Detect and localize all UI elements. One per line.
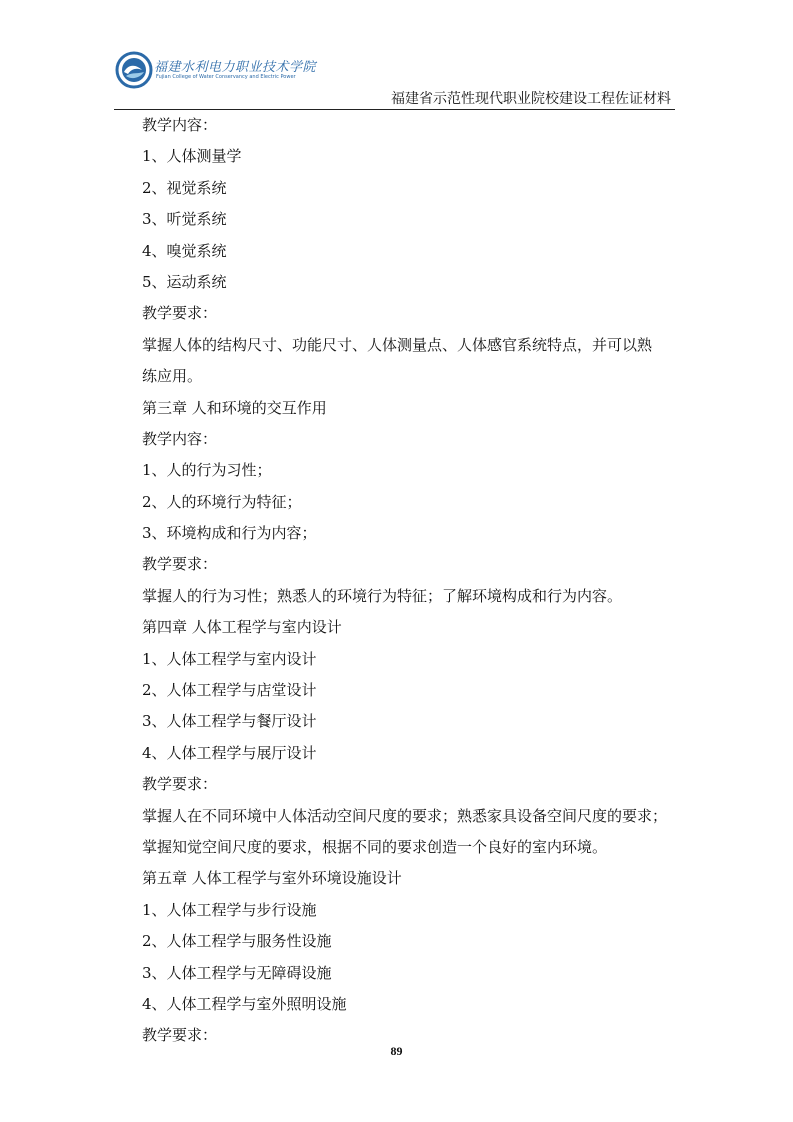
text-line: 3、人体工程学与无障碍设施 bbox=[142, 963, 332, 982]
chapter-heading: 第四章 人体工程学与室内设计 bbox=[142, 618, 342, 637]
text-line: 练应用。 bbox=[142, 367, 203, 386]
text-line: 1、人体测量学 bbox=[142, 147, 242, 166]
college-emblem-icon bbox=[114, 50, 154, 90]
text-line: 2、人的环境行为特征； bbox=[142, 492, 302, 511]
text-line: 教学要求： bbox=[142, 1026, 218, 1045]
text-line: 教学要求： bbox=[142, 775, 218, 794]
text-line: 2、视觉系统 bbox=[142, 178, 227, 197]
text-line: 掌握人在不同环境中人体活动空间尺度的要求；熟悉家具设备空间尺度的要求； bbox=[142, 806, 668, 825]
text-line: 4、嗅觉系统 bbox=[142, 241, 227, 260]
page-header bbox=[0, 0, 793, 112]
text-line: 5、运动系统 bbox=[142, 272, 227, 291]
text-line: 2、人体工程学与服务性设施 bbox=[142, 932, 332, 951]
chapter-heading: 第三章 人和环境的交互作用 bbox=[142, 398, 327, 417]
text-line: 掌握人的行为习性；熟悉人的环境行为特征；了解环境构成和行为内容。 bbox=[142, 586, 623, 605]
text-line: 掌握人体的结构尺寸、功能尺寸、人体测量点、人体感官系统特点，并可以熟 bbox=[142, 335, 653, 354]
text-line: 教学内容： bbox=[142, 429, 218, 448]
text-line: 2、人体工程学与店堂设计 bbox=[142, 681, 317, 700]
college-logo bbox=[114, 50, 317, 90]
text-line: 1、人的行为习性； bbox=[142, 461, 272, 480]
text-line: 4、人体工程学与室外照明设施 bbox=[142, 994, 347, 1013]
chapter-heading: 第五章 人体工程学与室外环境设施设计 bbox=[142, 869, 402, 888]
text-line: 1、人体工程学与室内设计 bbox=[142, 649, 317, 668]
text-line: 4、人体工程学与展厅设计 bbox=[142, 743, 317, 762]
text-line: 掌握知觉空间尺度的要求，根据不同的要求创造一个良好的室内环境。 bbox=[142, 837, 608, 856]
page-number: 89 bbox=[390, 1044, 403, 1058]
text-line: 3、听觉系统 bbox=[142, 210, 227, 229]
text-line: 1、人体工程学与步行设施 bbox=[142, 900, 317, 919]
text-line: 教学内容： bbox=[142, 116, 218, 134]
text-line: 3、人体工程学与餐厅设计 bbox=[142, 712, 317, 731]
document-body bbox=[142, 110, 682, 1052]
text-line: 3、环境构成和行为内容； bbox=[142, 524, 317, 543]
text-line: 教学要求： bbox=[142, 304, 218, 323]
logo-english-name: Fujian College of Water Conservancy and Electric Power bbox=[156, 74, 296, 80]
header-title: 福建省示范性现代职业院校建设工程佐证材料 bbox=[391, 91, 671, 107]
logo-chinese-name: 福建水利电力职业技术学院 bbox=[154, 60, 317, 75]
text-line: 教学要求： bbox=[142, 555, 218, 574]
